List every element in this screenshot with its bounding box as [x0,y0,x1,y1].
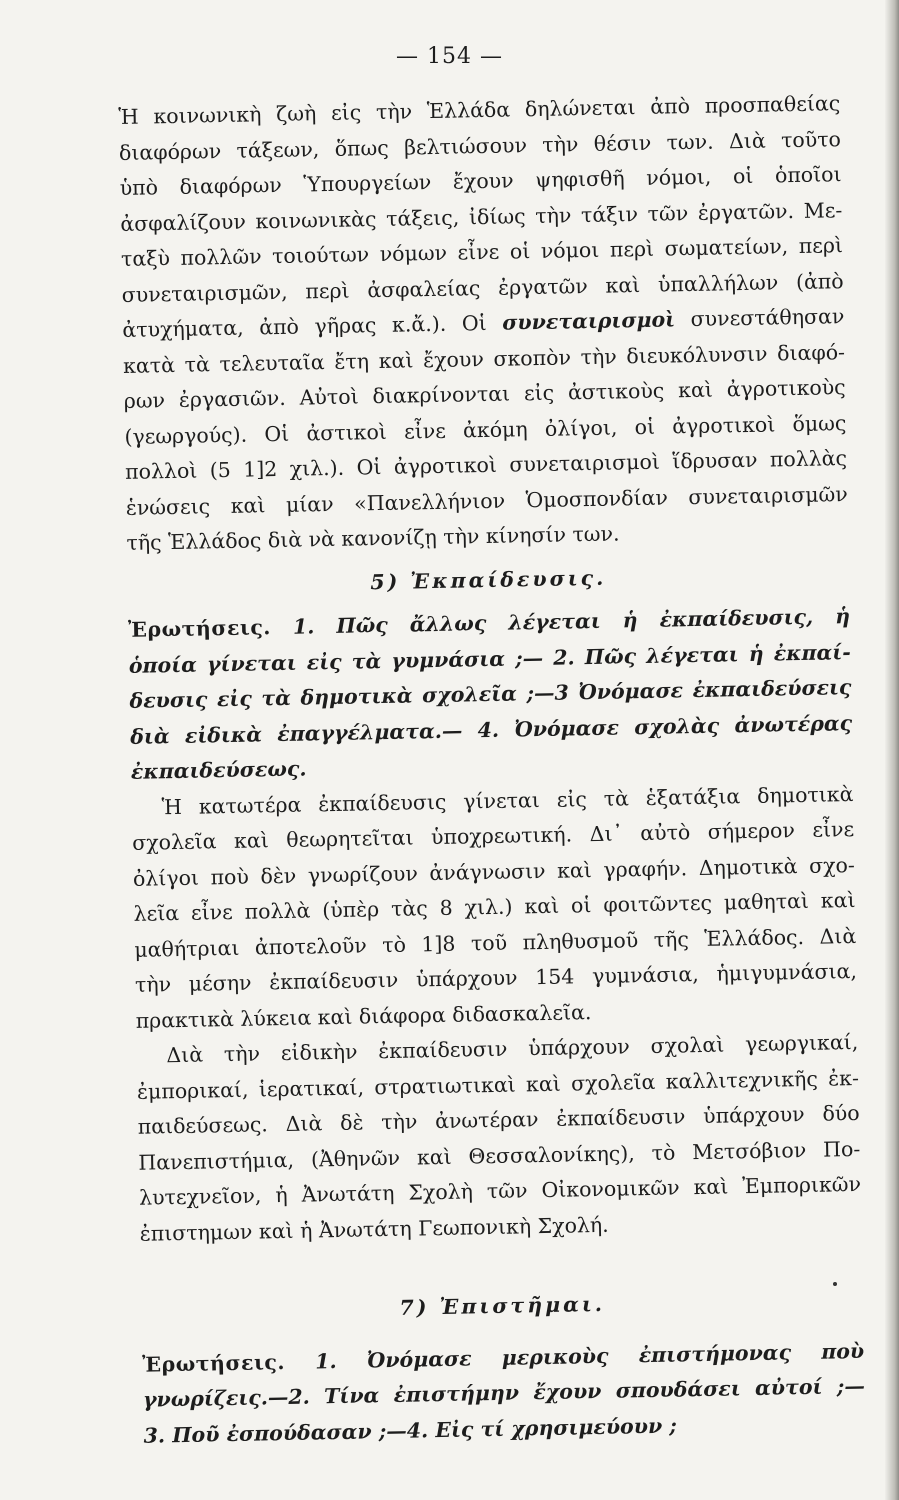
text-line: Ἡ κοινωνικὴ ζωὴ εἰς τὴν Ἑλλάδα δηλώνεται ἀπὸ προσπαθείας [118,91,841,129]
text-line: πρακτικὰ λύκεια καὶ διάφορα διδασκαλεῖα. [135,999,592,1033]
text-line: λεῖα εἶνε πολλὰ (ὑπὲρ τὰς 8 χιλ.) καὶ οἱ φοιτῶντες μαθηταὶ καὶ [133,887,856,926]
text-line: Πανεπιστήμια, (Ἀθηνῶν καὶ Θεσσαλονίκης), τὸ Μετσόβιον Πο- [138,1136,861,1175]
paragraph-special-education [136,1025,862,1252]
text-line: ὀλίγοι ποὺ δὲν γνωρίζουν ἀνάγνωσιν καὶ γραφήν. Δημοτικὰ σχο- [132,852,856,891]
question-line: ἐκπαιδεύσεως. [130,756,307,784]
questions-label: Ἐρωτήσεις. [127,615,272,642]
text-line: κατὰ τὰ τελευταῖα ἔτη καὶ ἔχουν σκοπὸν τὴν διευκόλυνσιν διαφό- [122,339,846,378]
text-line: ἀσφαλίζουν κοινωνικὰς τάξεις, ἰδίως τὴν τάξιν τῶν ἐργατῶν. Με- [120,197,843,236]
text-line: μαθήτριαι ἀποτελοῦν τὸ 1]8 τοῦ πληθυσμοῦ τῆς Ἑλλάδος. Διὰ [134,923,857,962]
text-line: συνεταιρισμῶν, περὶ ἀσφαλείας ἐργατῶν καὶ ὑπαλλήλων (ἀπὸ [121,268,844,307]
question-text: 1. Ὀνόμασε μερικοὺς ἐπιστήμονας ποὺ [284,1338,865,1374]
text-line: τῆς Ἑλλάδος διὰ νὰ κανονίζῃ τὴν κίνησίν των. [126,521,620,555]
text-line: λυτεχνεῖον, ἡ Ἀνωτάτη Σχολὴ τῶν Οἰκονομικῶν καὶ Ἐμπορικῶν [138,1171,862,1210]
question-line: 3. Ποῦ ἐσπούδασαν ;—4. Εἰς τί χρησιμεύουν ; [143,1413,678,1448]
text-line: ἑνώσεις καὶ μίαν «Πανελλήνιον Ὁμοσπονδίαν συνεταιρισμῶν [125,481,848,520]
emphasis-cooperatives: συνεταιρισμοὶ [502,307,676,335]
question-text: 1. Πῶς ἄλλως λέγεται ἡ ἐκπαίδευσις, ἡ [270,604,851,640]
text-line: Διὰ τὴν εἰδικὴν ἐκπαίδευσιν ὑπάρχουν σχολαὶ γεωργικαί, [166,1029,859,1068]
questions-education [128,599,853,790]
text-line: σχολεῖα καὶ θεωρητεῖται ὑποχρεωτική. Δι᾽ αὐτὸ σήμερον εἶνε [132,817,855,855]
text-line: ἐπιστημων καὶ ἡ Ἀνωτάτη Γεωπονικὴ Σχολή. [139,1212,609,1246]
question-line: γνωρίζεις.—2. Τίνα ἐπιστήμην ἔχουν σπουδάσει αὐτοί ;— [142,1373,866,1412]
text-line: (γεωργούς). Οἱ ἀστικοὶ εἶνε ἀκόμη ὀλίγοι, οἱ ἀγροτικοὶ ὅμως [124,410,847,449]
question-line: διὰ εἰδικὰ ἐπαγγέλματα.— 4. Ὀνόμασε σχολὰς ἀνωτέρας [129,710,853,749]
text-line: ὑπὸ διαφόρων Ὑπουργείων ἔχουν ψηφισθῆ νόμοι, οἱ ὁποῖοι [119,162,842,200]
paragraph-social-life [118,86,849,561]
text-line: ρων ἐργασιῶν. Αὐτοὶ διακρίνονται εἰς ἀστικοὺς καὶ ἀγροτικοὺς [123,375,846,413]
page-edge-shadow [885,0,899,1500]
paragraph-primary-education [131,777,858,1039]
question-line: δευσις εἰς τὰ δημοτικὰ σχολεῖα ;—3 Ὀνόμασε ἐκπαιδεύσεις [129,675,852,713]
section-heading-sciences: 7) Ἐπιστῆμαι. [399,1291,606,1320]
section-heading-education: 5) Ἐκπαίδευσις. [370,565,607,594]
text-line: πολλοὶ (5 1]2 χιλ.). Οἱ ἀγροτικοὶ συνεταιρισμοὶ ἵδρυσαν πολλὰς [124,446,848,484]
questions-sciences [142,1333,866,1453]
text-line: ταξὺ πολλῶν τοιούτων νόμων εἶνε οἱ νόμοι περὶ σωματείων, περὶ [120,233,844,271]
text-fragment: συνεστάθησαν [674,304,845,332]
stray-ink-dot [833,1282,837,1286]
page-text [118,86,866,1454]
page-number: — 154 — [396,44,503,69]
text-line: Ἡ κατωτέρα ἐκπαίδευσις γίνεται εἰς τὰ ἑξατάξια δημοτικὰ [161,781,854,819]
text-line: παιδεύσεως. Διὰ δὲ τὴν ἀνωτέραν ἐκπαίδευσιν ὑπάρχουν δύο [137,1100,860,1139]
text-fragment: ἀτυχήματα, ἀπὸ γῆρας κ.ἄ.). Οἱ [122,310,503,342]
text-line: τὴν μέσην ἐκπαίδευσιν ὑπάρχουν 154 γυμνάσια, ἡμιγυμνάσια, [134,958,858,997]
questions-label: Ἐρωτήσεις. [142,1349,286,1377]
text-line: ἐμπορικαί, ἱερατικαί, στρατιωτικαὶ καὶ σχολεῖα καλλιτεχνικῆς ἐκ- [136,1065,860,1104]
question-line: ὁποία γίνεται εἰς τὰ γυμνάσια ;— 2. Πῶς λέγεται ἡ ἐκπαί- [128,639,851,678]
text-line: διαφόρων τάξεων, ὅπως βελτιώσουν τὴν θέσιν των. Διὰ τοῦτο [118,126,842,165]
